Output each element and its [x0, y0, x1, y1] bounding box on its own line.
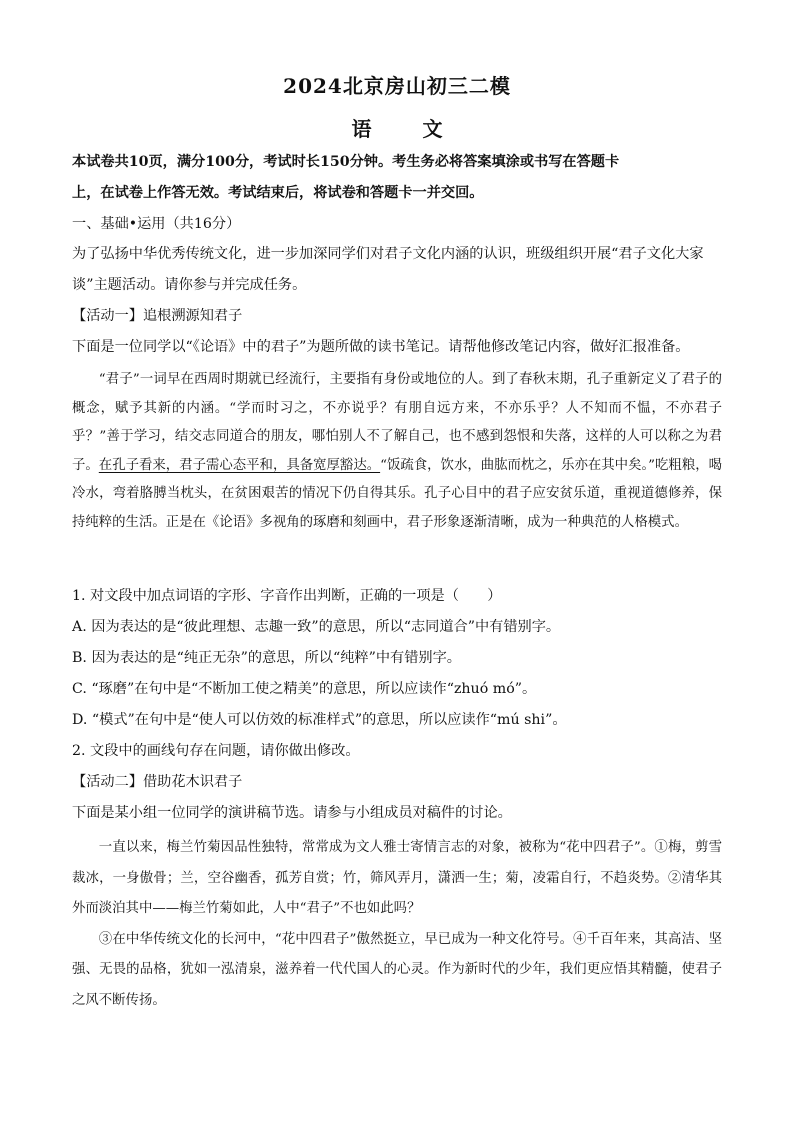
instructions-line-1: 本试卷共10页，满分100分，考试时长150分钟。考生务必将答案填涂或书写在答题卡	[72, 154, 620, 170]
question-2: 2. 文段中的画线句存在问题，请你做出修改。	[72, 743, 360, 759]
section-1-intro-line-1: 为了弘扬中华优秀传统文化，进一步加深同学们对君子文化内涵的认识，班级组织开展“君子文化大家	[72, 246, 704, 262]
section-1-intro-line-2: 谈”主题活动。请你参与并完成任务。	[72, 277, 307, 293]
question-1: 1. 对文段中加点词语的字形、字音作出判断，正确的一项是（ ）	[72, 588, 502, 604]
underlined-sentence: 在孔子看来，君子需心态平和，具备宽厚豁达。	[98, 457, 381, 473]
subject-char-right: 文	[422, 117, 443, 141]
question-1-option-a: A. 因为表达的是“彼此理想、志趣一致”的意思，所以“志同道合”中有错别字。	[72, 619, 561, 635]
activity-1-heading: 【活动一】追根溯源知君子	[72, 308, 243, 324]
activity-2-heading: 【活动二】借助花木识君子	[72, 774, 243, 790]
passage-text-b: “饭疏食，饮水，曲肱而枕之，乐亦在其中矣。”吃粗粮，喝冷水，弯着胳膊当枕头，在贫困艰苦的情况下仍自得其乐。孔子心目中的君子应安贫乐道，重视道德修养，保持纯粹的生活。正是在《论语》多视角的琢磨和刻画中，君子形象逐渐清晰，成为一种典范的人格模式。	[72, 457, 722, 530]
subject-char-left: 语	[351, 117, 372, 141]
reading-note-passage	[72, 366, 722, 537]
speech-paragraph-2: ③在中华传统文化的长河中，“花中四君子”傲然挺立，早已成为一种文化符号。④千百年来，其高洁、坚强、无畏的品格，犹如一泓清泉，滋养着一代代国人的心灵。作为新时代的少年，我们更应悟其精髓，使君子之风不断传扬。	[72, 931, 722, 1008]
activity-2-intro: 下面是某小组一位同学的演讲稿节选。请参与小组成员对稿件的讨论。	[72, 805, 512, 821]
activity-1-intro: 下面是一位同学以“《论语》中的君子”为题所做的读书笔记。请帮他修改笔记内容，做好汇报准备。	[72, 339, 690, 355]
question-1-option-d: D. “模式”在句中是“使人可以仿效的标准样式”的意思，所以应读作“mú shi”。	[72, 712, 567, 728]
question-1-option-c: C. “琢磨”在句中是“不断加工使之精美”的意思，所以应读作“zhuó mó”。	[72, 681, 537, 697]
subject-title	[0, 113, 794, 142]
question-1-option-b: B. 因为表达的是“纯正无杂”的意思，所以“纯粹”中有错别字。	[72, 650, 461, 666]
exam-title: 2024北京房山初三二模	[283, 74, 511, 98]
passage-text-a: “君子”一词早在西周时期就已经流行，主要指有身份或地位的人。到了春秋末期，孔子重新定义了君子的概念，赋予其新的内涵。“学而时习之，不亦说乎？有朋自远方来，不亦乐乎？人不知而不愠，不亦君子乎？”善于学习，结交志同道合的朋友，哪怕别人不了解自己，也不感到怨恨和失落，这样的人可以称之为君子。	[72, 372, 722, 473]
speech-passage	[72, 833, 722, 1016]
instructions-line-2: 上，在试卷上作答无效。考试结束后，将试卷和答题卡一并交回。	[72, 185, 484, 201]
section-1-heading: 一、基础•运用（共16分）	[72, 216, 241, 232]
speech-paragraph-1: 一直以来，梅兰竹菊因品性独特，常常成为文人雅士寄情言志的对象，被称为“花中四君子”。①梅，剪雪裁冰，一身傲骨；兰，空谷幽香，孤芳自赏；竹，筛风弄月，潇洒一生；菊，凌霜自行，不趋炎势。②清华其外而淡泊其中——梅兰竹菊如此，人中“君子”不也如此吗？	[72, 840, 722, 916]
